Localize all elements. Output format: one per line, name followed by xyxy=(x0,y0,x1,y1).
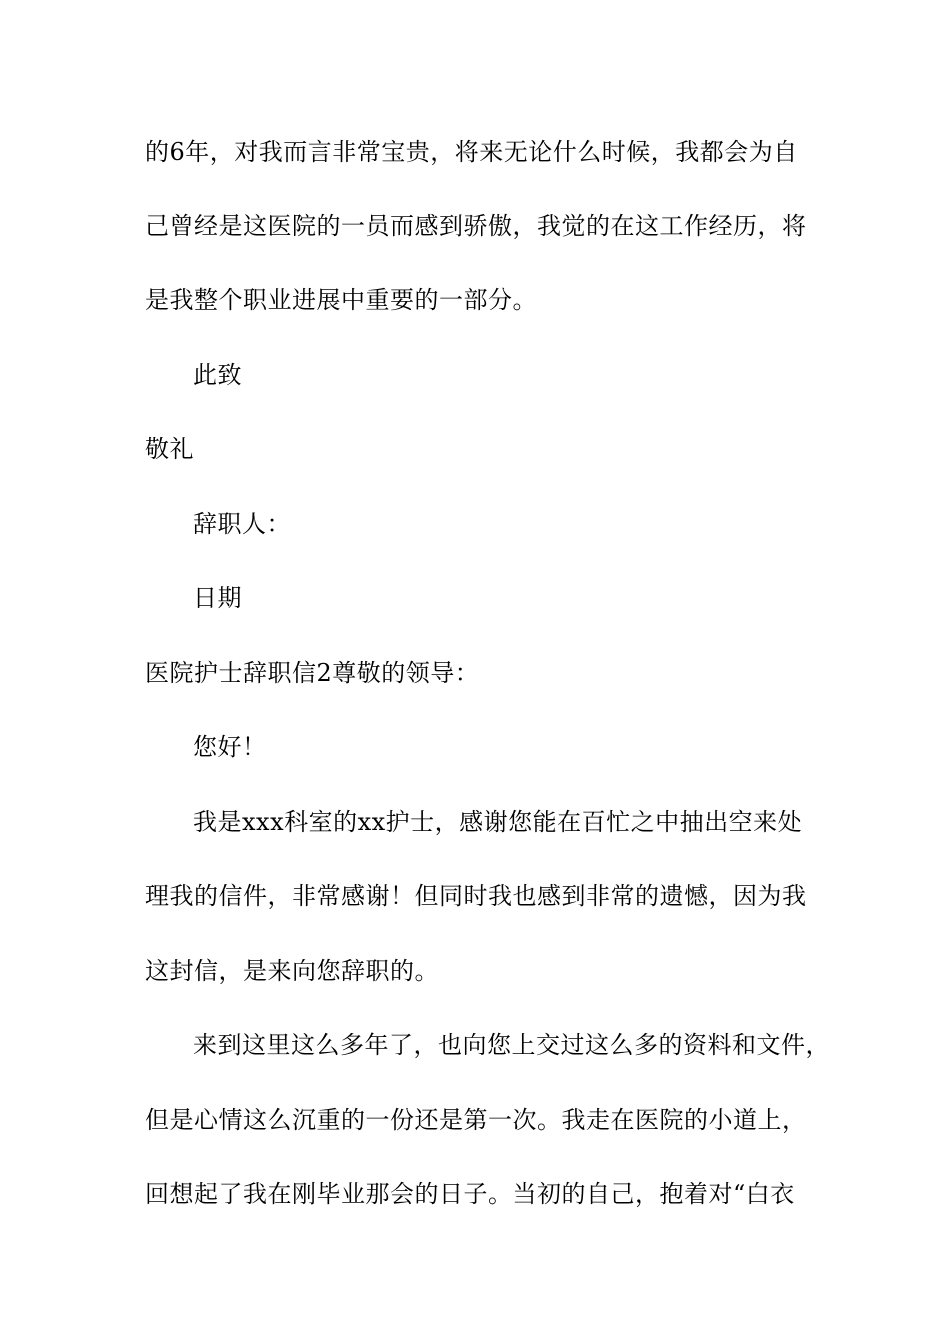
text-line: 回想起了我在刚毕业那会的日子。当初的自己，抱着对“白衣 xyxy=(145,1180,795,1208)
signature-label: 辞职人： xyxy=(193,510,291,538)
closing-salutation: 此致 xyxy=(193,361,242,389)
text-line: 己曾经是这医院的一员而感到骄傲，我觉的在这工作经历，将 xyxy=(145,212,807,240)
date-label: 日期 xyxy=(193,584,242,612)
closing-regards: 敬礼 xyxy=(145,435,194,463)
text-line: 但是心情这么沉重的一份还是第一次。我走在医院的小道上， xyxy=(145,1106,807,1134)
greeting: 您好！ xyxy=(193,733,267,761)
text-line: 这封信，是来向您辞职的。 xyxy=(145,957,439,985)
text-line: 理我的信件，非常感谢！但同时我也感到非常的遗憾，因为我 xyxy=(145,882,807,910)
text-line: 我是xxx科室的xx护士，感谢您能在百忙之中抽出空来处 xyxy=(193,808,803,836)
letter-heading: 医院护士辞职信2尊敬的领导： xyxy=(145,659,480,687)
text-line: 是我整个职业进展中重要的一部分。 xyxy=(145,286,537,314)
text-line: 来到这里这么多年了，也向您上交过这么多的资料和文件， xyxy=(193,1031,830,1059)
text-line: 的6年，对我而言非常宝贵，将来无论什么时候，我都会为自 xyxy=(145,138,798,166)
